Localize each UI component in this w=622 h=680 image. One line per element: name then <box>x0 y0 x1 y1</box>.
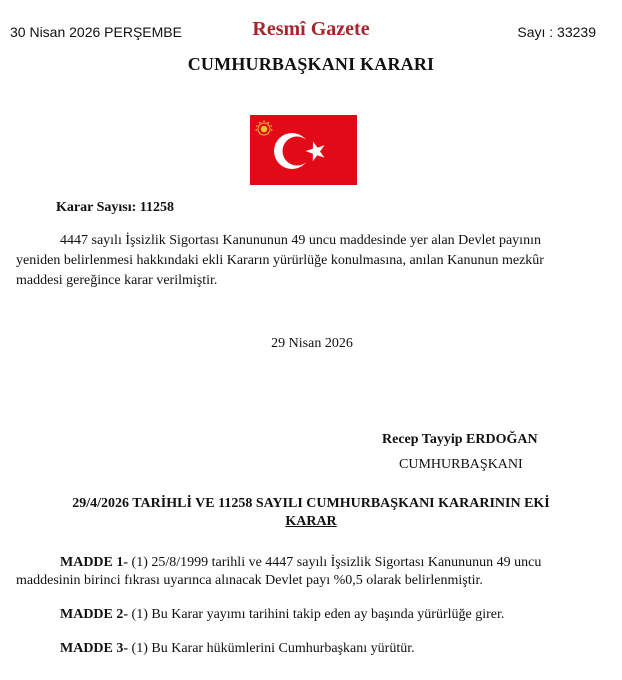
article-text: (1) 25/8/1999 tarihli ve 4447 sayılı İşsizlik Sigortası Kanununun 49 uncu <box>128 555 542 570</box>
issue-number: Sayı : 33239 <box>517 24 596 40</box>
intro-line: yeniden belirlenmesi hakkındaki ekli Kararın yürürlüğe konulmasına, anılan Kanunun mezkûr <box>16 253 544 268</box>
article-label: MADDE 1- <box>60 555 129 570</box>
article-3 <box>16 640 606 658</box>
article-text: (1) Bu Karar hükümlerini Cumhurbaşkanı yürütür. <box>128 641 415 656</box>
signatory-title: CUMHURBAŞKANI <box>399 457 523 472</box>
signatory-name: Recep Tayyip ERDOĞAN <box>382 432 538 447</box>
article-label: MADDE 3- <box>60 641 129 656</box>
article-label: MADDE 2- <box>60 607 129 622</box>
turkish-flag-emblem <box>250 115 357 185</box>
decision-date: 29 Nisan 2026 <box>271 336 353 351</box>
intro-line: maddesi gereğince karar verilmiştir. <box>16 273 218 288</box>
decision-intro <box>16 231 598 291</box>
header-date: 30 Nisan 2026 PERŞEMBE <box>10 24 182 40</box>
article-text: (1) Bu Karar yayımı tarihini takip eden ay başında yürürlüğe girer. <box>128 607 505 622</box>
publication-name: Resmî Gazete <box>252 18 370 40</box>
annex-heading: 29/4/2026 TARİHLİ VE 11258 SAYILI CUMHURBAŞKANI KARARININ EKİ <box>72 496 550 511</box>
intro-line: 4447 sayılı İşsizlik Sigortası Kanununun 49 uncu maddesinde yer alan Devlet payının <box>60 233 541 248</box>
article-1 <box>16 554 606 590</box>
article-2 <box>16 606 606 624</box>
article-text: maddesinin birinci fıkrası uyarınca alınacak Devlet payı %0,5 olarak belirlenmiştir. <box>16 573 483 588</box>
document-title: CUMHURBAŞKANI KARARI <box>187 54 435 74</box>
decision-number: Karar Sayısı: 11258 <box>56 200 174 215</box>
annex-subheading: KARAR <box>285 514 337 529</box>
